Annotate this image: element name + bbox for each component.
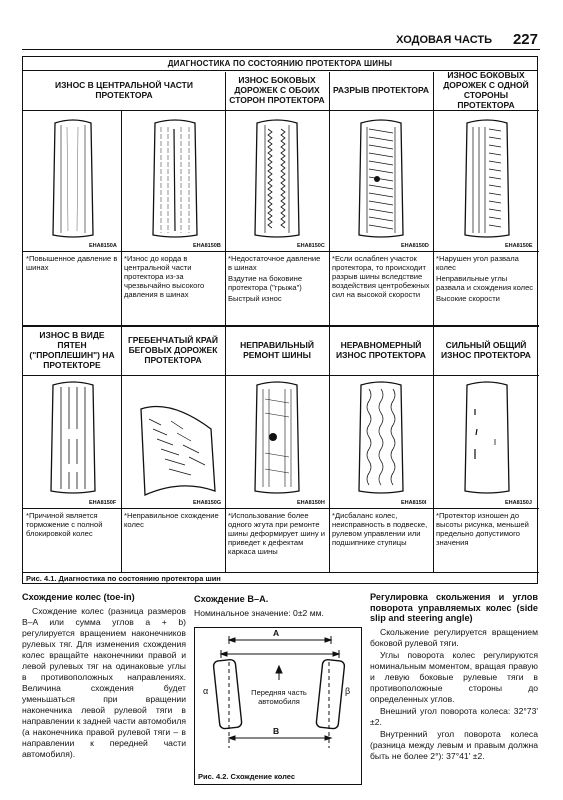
section-heading: Регулировка скольжения и углов поворота управляемых колес (side slip and steering angle): [370, 592, 538, 624]
header-oneside-wear: ИЗНОС БОКОВЫХ ДОРОЖЕК С ОДНОЙ СТОРОНЫ ПРОТЕКТОРА: [443, 70, 529, 110]
tire-uneven-wear-illustration: [339, 379, 423, 497]
header-heavy-wear: СИЛЬНЫЙ ОБЩИЙ ИЗНОС ПРОТЕКТОРА: [441, 340, 531, 360]
tire-sides-wear-illustration: [235, 115, 319, 241]
toe-in-figure: [194, 627, 362, 785]
cause-description: *Повышенное давление в шинах: [26, 254, 118, 273]
cause-description: *Протектор изношен до высоты рисунка, меньшей предельно допустимого значения: [436, 511, 529, 548]
cause-description: *Дисбаланс колес, неисправность в подвеске, рулевом управлении или подшипнике ступицы: [332, 511, 428, 548]
table-title: ДИАГНОСТИКА ПО СОСТОЯНИЮ ПРОТЕКТОРА ШИНЫ: [23, 57, 537, 71]
header-bad-repair: НЕПРАВИЛЬНЫЙ РЕМОНТ ШИНЫ: [240, 340, 314, 360]
tire-heavy-wear-illustration: [445, 379, 529, 497]
section-heading: Схождение B–A.: [194, 594, 269, 604]
vehicle-front-label: Передняя часть автомобиля: [251, 688, 307, 706]
cause-description: *Недостаточное давление в шинах Вздутие на боковине протектора ("грыжа") Быстрый износ: [228, 254, 321, 304]
section-heading: Схождение колес (toe-in): [22, 592, 135, 602]
image-code: EHA8150E: [505, 243, 533, 249]
page-header: [22, 31, 540, 50]
image-code: EHA8150I: [401, 500, 427, 506]
section-title: ХОДОВАЯ ЧАСТЬ: [396, 34, 492, 46]
figure-caption: Рис. 4.1. Диагностика по состоянию протектора шин: [26, 574, 221, 583]
page-number: 227: [512, 31, 538, 48]
cause-description: *Причиной является торможение с полной блокировкой колес: [26, 511, 103, 539]
side-slip-section: [370, 592, 538, 763]
image-code: EHA8150C: [297, 243, 325, 249]
dimension-label-b: B: [273, 726, 280, 736]
toe-in-section: [22, 592, 186, 761]
header-tread-break: РАЗРЫВ ПРОТЕКТОРА: [332, 85, 430, 96]
paragraph: Внутренний угол поворота колеса (разница между левым и правым должна быть не более 2°): 37°41' ±2.: [370, 728, 538, 761]
cause-description: *Использование более одного жгута при ремонте шины деформирует шину и приведет к дефектам каркаса шины: [228, 511, 325, 557]
header-spot-wear: ИЗНОС В ВИДЕ ПЯТЕН ("ПРОПЛЕШИН") НА ПРОТЕКТОРЕ: [29, 330, 115, 370]
angle-beta: β: [345, 686, 351, 696]
paragraph: Углы поворота колес регулируются номинальным моментом, вращая правую и левую боковые рулевые тяги в противоположные стороны до определенных углов.: [370, 649, 538, 704]
figure-caption: Рис. 4.2. Схождение колес: [198, 772, 296, 781]
tread-diagnostics-table: [22, 56, 538, 584]
cause-description: *Если ослаблен участок протектора, то происходит разрыв шины вследствие воздействия центробежных сил на высокой скорости: [332, 254, 430, 300]
header-uneven-wear: НЕРАВНОМЕРНЫЙ ИЗНОС ПРОТЕКТОРА: [336, 340, 426, 360]
cause-description: *Износ до корда в центральной части протектора из-за чрезвычайно высокого давления в шинах: [124, 254, 205, 300]
dimension-label-a: A: [273, 628, 280, 638]
tire-spot-wear-illustration: [31, 379, 115, 497]
header-feathered-edge: ГРЕБЕНЧАТЫЙ КРАЙ БЕГОВЫХ ДОРОЖЕК ПРОТЕКТОРА: [127, 335, 219, 365]
angle-alpha: α: [203, 686, 209, 696]
paragraph: Внешний угол поворота колеса: 32°73' ±2.: [370, 705, 538, 727]
paragraph: Скольжение регулируется вращением боковой рулевой тяги.: [370, 626, 538, 648]
image-code: EHA8150D: [401, 243, 429, 249]
tire-break-illustration: [339, 115, 423, 241]
cause-description: *Нарушен угол развала колес Неправильные углы развала и схождения колес Высокие скорости: [436, 254, 534, 304]
image-code: EHA8150F: [89, 500, 117, 506]
tire-cord-wear-illustration: [133, 115, 217, 241]
tire-bad-repair-illustration: [235, 379, 319, 497]
tire-oneside-wear-illustration: [445, 115, 529, 241]
toe-value-section: [194, 594, 364, 620]
tire-feathered-edge-illustration: [131, 379, 219, 497]
image-code: EHA8150G: [193, 500, 222, 506]
image-code: EHA8150B: [193, 243, 221, 249]
image-code: EHA8150J: [505, 500, 532, 506]
image-code: EHA8150H: [297, 500, 325, 506]
header-center-wear: ИЗНОС В ЦЕНТРАЛЬНОЙ ЧАСТИ ПРОТЕКТОРА: [55, 80, 193, 100]
image-code: EHA8150A: [89, 243, 117, 249]
header-sides-wear: ИЗНОС БОКОВЫХ ДОРОЖЕК С ОБОИХ СТОРОН ПРОТЕКТОРА: [229, 75, 325, 105]
tire-center-wear-illustration: [31, 115, 115, 241]
paragraph: Схождение колес (разница размеров B–A или сумма углов a + b) регулируется вращением наконечников рулевых тяг. Для изменения схождения колес вращайте наконечники правой и левой рулевых тяг на одинаковые углы в противоположных направлениях. Величина схождения будет уменьшаться при вращении наконечника левой рулевой тяги в направлении к задней части автомобиля (а наконечника правой рулевой тяги – в направлении к передней части автомобиля).: [22, 605, 186, 759]
cause-description: *Неправильное схождение колес: [124, 511, 219, 530]
nominal-value: Номинальное значение: 0±2 мм.: [194, 607, 324, 618]
